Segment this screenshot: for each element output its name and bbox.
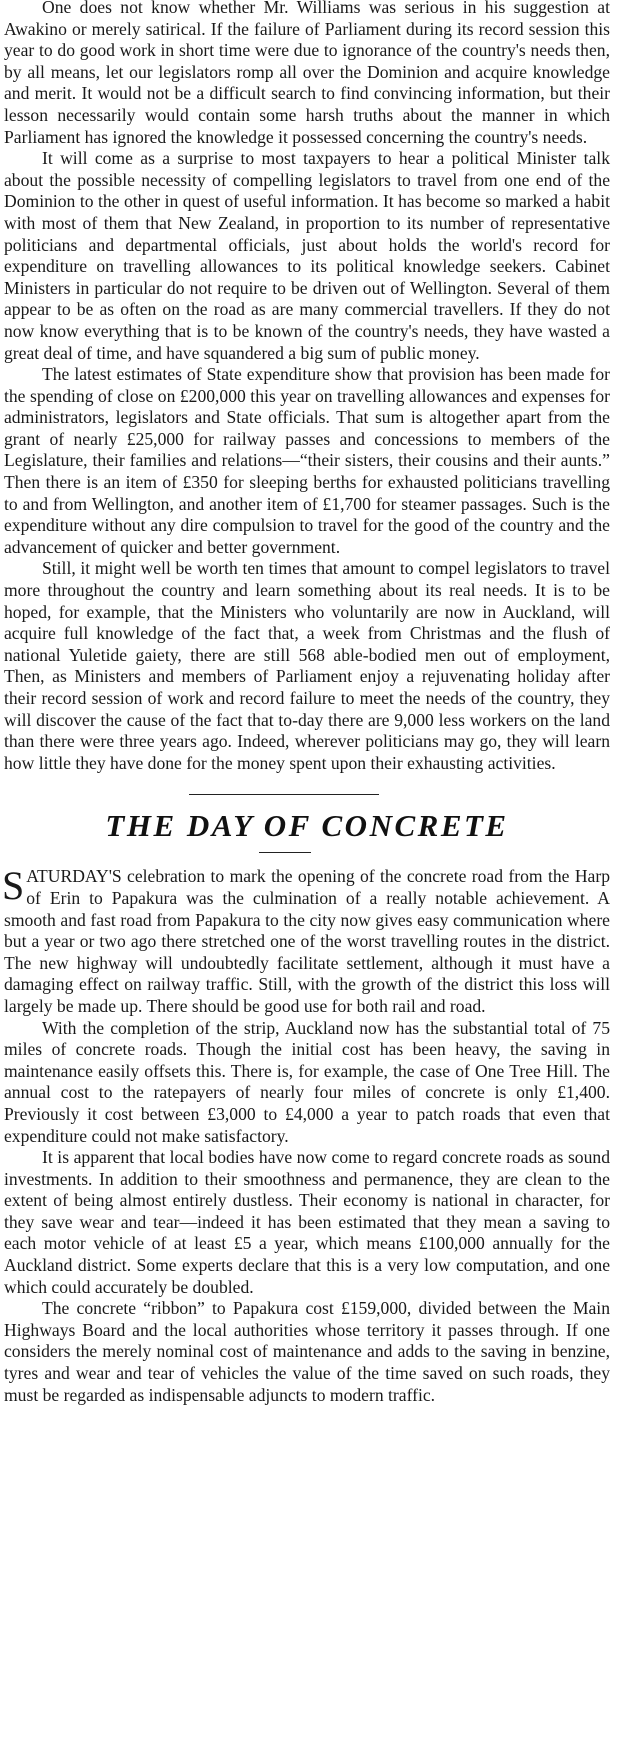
article-paragraph: Still, it might well be worth ten times that amount to compel legislators to travel more throughout the country and learn something about its real needs. It is to be hoped, for example, that the Ministers who voluntarily are now in Auckland, will acquire full knowledge of the fact that, a week from Christmas and the flush of national Yuletide gaiety, there are still 568 able-bodied men out of employment, Then, as Ministers and members of Parliament enjoy a rejuvenating holiday after their record session of work and record failure to meet the needs of the country, they will discover the cause of the fact that to-day there are 9,000 less workers on the land than there were three years ago. Indeed, wherever politicians may go, they will learn how little they have done for the money spent upon their exhausting activities. [4,558,610,773]
article-heading: THE DAY OF CONCRETE [105,808,509,844]
article-column [4,0,610,1406]
article-paragraph: It will come as a surprise to most taxpayers to hear a political Minister talk about the possible necessity of compelling legislators to travel from one end of the Dominion to the other in quest of useful information. It has become so marked a habit with most of them that New Zealand, in proportion to its number of representative politicians and departmental officials, just about holds the world's record for expenditure on travelling allowances to its political knowledge seekers. Cabinet Ministers in particular do not require to be driven out of Wellington. Several of them appear to be as often on the road as are many commercial travellers. If they do not now know everything that is to be known of the country's needs, they have wasted a great deal of time, and have squandered a big sum of public money. [4,148,610,363]
article-day-of-concrete [2,863,610,1406]
article-paragraph: One does not know whether Mr. Williams was serious in his suggestion at Awakino or merely satirical. If the failure of Parliament during its record session this year to do good work in short time were due to ignorance of the country's needs then, by all means, let our legislators romp all over the Dominion and acquire knowledge and merit. It would not be a difficult search to find convincing information, but their lesson necessarily would contain some harsh truths about the manner in which Parliament has ignored the knowledge it possessed concerning the country's needs. [4,0,610,147]
article-paragraph: With the completion of the strip, Auckland now has the substantial total of 75 miles of concrete roads. Though the initial cost has been heavy, the saving in maintenance easily offsets this. There is, for example, the case of One Tree Hill. The annual cost to the ratepayers of nearly four miles of concrete is only £1,400. Previously it cost between £3,000 to £4,000 a year to patch roads that even that expenditure could not make satisfactory. [4,1017,610,1146]
article-paragraph: The concrete “ribbon” to Papakura cost £159,000, divided between the Main Highways Board and the local authorities whose territory it passes through. If one considers the merely nominal cost of maintenance and adds to the saving in benzine, tyres and wear and tear of vehicles the value of the time saved on such roads, they must be regarded as indispensable adjuncts to modern traffic. [4,1298,610,1405]
drop-cap: S [2,863,25,909]
article-paragraph-first [2,863,610,1017]
article-paragraph: The latest estimates of State expenditure show that provision has been made for the spending of close on £200,000 this year on travelling allowances and expenses for administrators, legislators and State officials. That sum is altogether apart from the grant of nearly £25,000 for railway passes and concessions to members of the Legislature, their families and relations—“their sisters, their cousins and their aunts.” Then there is an item of £350 for sleeping berths for exhausted politicians travelling to and from Wellington, and another item of £1,700 for steamer passages. Such is the expenditure without any dire compulsion to travel for the good of the country and the advancement of quicker and better government. [4,364,610,557]
article-travel-allowances [4,0,610,774]
article-paragraph: It is apparent that local bodies have now come to regard concrete roads as sound investments. In addition to their smoothness and permanence, they are clean to the extent of being almost entirely dustless. Their economy is national in character, for they save wear and tear—indeed it has been estimated that they mean a saving to each motor vehicle of at least £5 a year, which means £100,000 annually for the Auckland district. Some experts declare that this is a very low computation, and one which could accurately be doubled. [4,1147,610,1297]
first-paragraph-text: ATURDAY'S celebration to mark the opening of the concrete road from the Harp of Erin to Papakura was the culmination of a really notable achievement. A smooth and fast road from Papakura to the city now gives easy communication where but a year or two ago there stretched one of the worst travelling routes in the district. The new highway will undoubtedly facilitate settlement, although it must have a damaging effect on railway traffic. Still, with the growth of the district this loss will largely be made up. There should be good use for both rail and road. [4,866,610,1016]
